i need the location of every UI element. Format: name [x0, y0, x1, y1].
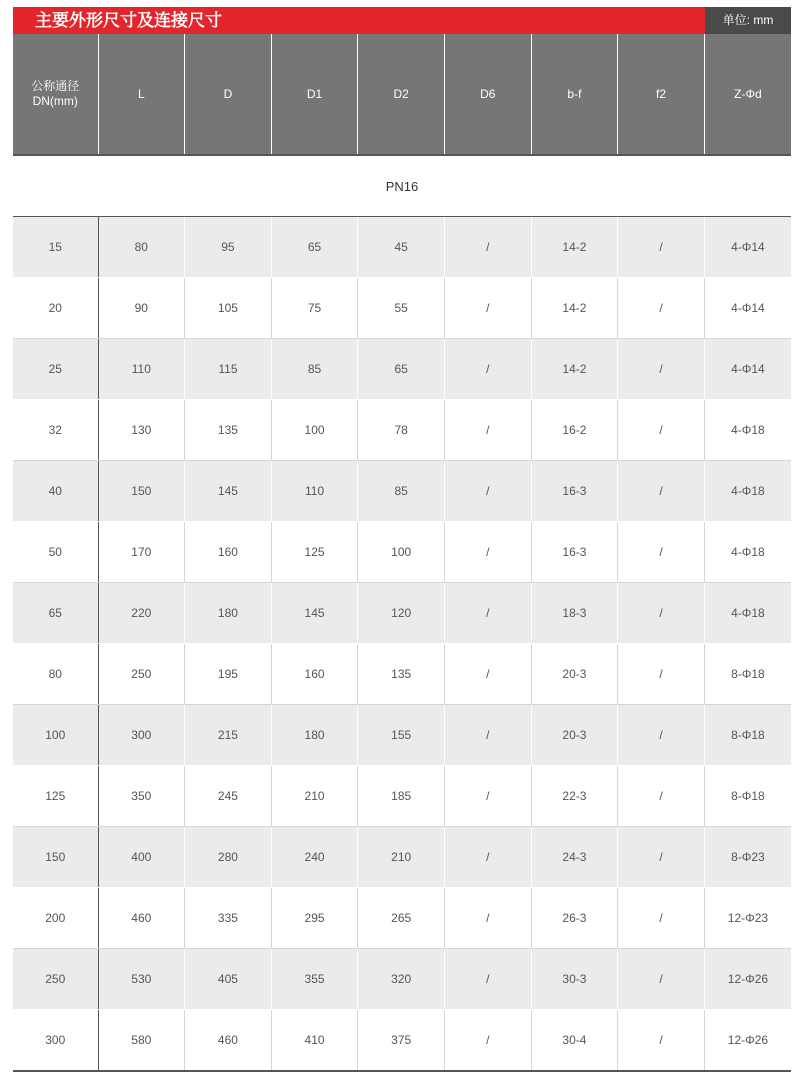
cell-f2: /: [618, 888, 705, 949]
cell-d1: 65: [271, 217, 358, 278]
section-label: PN16: [13, 155, 791, 217]
cell-bf: 14-2: [531, 217, 618, 278]
unit-label: 单位: mm: [705, 7, 791, 34]
cell-bf: 30-4: [531, 1010, 618, 1072]
cell-bf: 16-2: [531, 400, 618, 461]
table-row: [13, 217, 791, 278]
cell-l: 170: [98, 522, 185, 583]
cell-l: 460: [98, 888, 185, 949]
cell-dn: 300: [13, 1010, 98, 1072]
cell-d6: /: [445, 644, 532, 705]
cell-d1: 355: [271, 949, 358, 1010]
cell-f2: /: [618, 766, 705, 827]
cell-bf: 22-3: [531, 766, 618, 827]
table-row: [13, 339, 791, 400]
cell-bf: 16-3: [531, 522, 618, 583]
table-row: [13, 400, 791, 461]
cell-d: 335: [185, 888, 272, 949]
section-row: [13, 155, 791, 217]
cell-f2: /: [618, 1010, 705, 1072]
table-row: [13, 583, 791, 644]
cell-d6: /: [445, 278, 532, 339]
cell-z-phid: 8-Φ18: [704, 644, 791, 705]
cell-bf: 20-3: [531, 705, 618, 766]
header-dn-line1: 公称通径: [31, 79, 80, 93]
cell-dn: 65: [13, 583, 98, 644]
cell-d6: /: [445, 827, 532, 888]
cell-d2: 120: [358, 583, 445, 644]
cell-bf: 14-2: [531, 278, 618, 339]
cell-dn: 40: [13, 461, 98, 522]
cell-d1: 180: [271, 705, 358, 766]
cell-z-phid: 4-Φ18: [704, 400, 791, 461]
table-row: [13, 705, 791, 766]
table-row: [13, 522, 791, 583]
cell-d6: /: [445, 339, 532, 400]
cell-l: 300: [98, 705, 185, 766]
cell-d: 115: [185, 339, 272, 400]
cell-d1: 125: [271, 522, 358, 583]
cell-d: 195: [185, 644, 272, 705]
cell-d6: /: [445, 888, 532, 949]
cell-d: 215: [185, 705, 272, 766]
cell-d2: 65: [358, 339, 445, 400]
cell-d1: 210: [271, 766, 358, 827]
cell-d6: /: [445, 583, 532, 644]
cell-d: 405: [185, 949, 272, 1010]
cell-d6: /: [445, 949, 532, 1010]
cell-d1: 110: [271, 461, 358, 522]
table-row: [13, 1010, 791, 1072]
cell-d1: 75: [271, 278, 358, 339]
table-row: [13, 888, 791, 949]
cell-dn: 20: [13, 278, 98, 339]
cell-d1: 85: [271, 339, 358, 400]
header-d: D: [185, 34, 272, 155]
cell-l: 150: [98, 461, 185, 522]
cell-l: 220: [98, 583, 185, 644]
cell-d2: 100: [358, 522, 445, 583]
cell-d: 105: [185, 278, 272, 339]
cell-bf: 30-3: [531, 949, 618, 1010]
cell-l: 110: [98, 339, 185, 400]
cell-d6: /: [445, 461, 532, 522]
cell-bf: 14-2: [531, 339, 618, 400]
cell-d2: 135: [358, 644, 445, 705]
cell-f2: /: [618, 949, 705, 1010]
cell-d: 460: [185, 1010, 272, 1072]
cell-d2: 185: [358, 766, 445, 827]
cell-bf: 18-3: [531, 583, 618, 644]
table-body: [13, 217, 791, 1072]
cell-z-phid: 4-Φ14: [704, 339, 791, 400]
table-row: [13, 766, 791, 827]
cell-d6: /: [445, 1010, 532, 1072]
header-z-phid: Z-Φd: [704, 34, 791, 155]
cell-d2: 55: [358, 278, 445, 339]
dimension-table: [13, 34, 791, 1072]
cell-d: 280: [185, 827, 272, 888]
cell-z-phid: 4-Φ14: [704, 278, 791, 339]
cell-f2: /: [618, 705, 705, 766]
cell-d6: /: [445, 217, 532, 278]
cell-f2: /: [618, 339, 705, 400]
cell-d6: /: [445, 705, 532, 766]
table-row: [13, 644, 791, 705]
cell-z-phid: 12-Φ26: [704, 1010, 791, 1072]
header-d2: D2: [358, 34, 445, 155]
table-row: [13, 949, 791, 1010]
cell-dn: 80: [13, 644, 98, 705]
cell-bf: 16-3: [531, 461, 618, 522]
cell-dn: 25: [13, 339, 98, 400]
cell-d6: /: [445, 400, 532, 461]
cell-z-phid: 8-Φ23: [704, 827, 791, 888]
cell-z-phid: 8-Φ18: [704, 705, 791, 766]
cell-dn: 150: [13, 827, 98, 888]
cell-dn: 15: [13, 217, 98, 278]
cell-d2: 155: [358, 705, 445, 766]
header-row: [13, 34, 791, 155]
cell-dn: 125: [13, 766, 98, 827]
header-f2: f2: [618, 34, 705, 155]
cell-l: 350: [98, 766, 185, 827]
header-dn-line2: DN(mm): [32, 94, 78, 108]
cell-bf: 26-3: [531, 888, 618, 949]
cell-z-phid: 12-Φ26: [704, 949, 791, 1010]
header-dn: [13, 34, 98, 155]
cell-d: 145: [185, 461, 272, 522]
header-l: L: [98, 34, 185, 155]
cell-f2: /: [618, 461, 705, 522]
cell-bf: 20-3: [531, 644, 618, 705]
cell-dn: 250: [13, 949, 98, 1010]
cell-z-phid: 4-Φ18: [704, 522, 791, 583]
header-d1: D1: [271, 34, 358, 155]
cell-d: 135: [185, 400, 272, 461]
cell-d6: /: [445, 766, 532, 827]
cell-d: 245: [185, 766, 272, 827]
cell-d2: 375: [358, 1010, 445, 1072]
cell-f2: /: [618, 278, 705, 339]
cell-dn: 200: [13, 888, 98, 949]
cell-l: 80: [98, 217, 185, 278]
cell-l: 400: [98, 827, 185, 888]
cell-d: 95: [185, 217, 272, 278]
cell-f2: /: [618, 644, 705, 705]
header-d6: D6: [445, 34, 532, 155]
cell-d2: 210: [358, 827, 445, 888]
cell-d6: /: [445, 522, 532, 583]
header-bf: b-f: [531, 34, 618, 155]
cell-d1: 240: [271, 827, 358, 888]
cell-l: 250: [98, 644, 185, 705]
table-row: [13, 278, 791, 339]
cell-d2: 78: [358, 400, 445, 461]
table-row: [13, 461, 791, 522]
cell-bf: 24-3: [531, 827, 618, 888]
page-title: 主要外形尺寸及连接尺寸: [13, 7, 705, 34]
cell-d1: 100: [271, 400, 358, 461]
cell-z-phid: 12-Φ23: [704, 888, 791, 949]
cell-d: 160: [185, 522, 272, 583]
cell-l: 530: [98, 949, 185, 1010]
table-row: [13, 827, 791, 888]
cell-d1: 295: [271, 888, 358, 949]
title-bar: [13, 7, 791, 34]
cell-dn: 100: [13, 705, 98, 766]
cell-l: 130: [98, 400, 185, 461]
cell-dn: 50: [13, 522, 98, 583]
cell-f2: /: [618, 827, 705, 888]
cell-d1: 145: [271, 583, 358, 644]
cell-l: 90: [98, 278, 185, 339]
cell-d2: 265: [358, 888, 445, 949]
cell-f2: /: [618, 583, 705, 644]
cell-d2: 320: [358, 949, 445, 1010]
cell-d: 180: [185, 583, 272, 644]
cell-d1: 410: [271, 1010, 358, 1072]
cell-z-phid: 4-Φ18: [704, 583, 791, 644]
cell-d1: 160: [271, 644, 358, 705]
cell-f2: /: [618, 217, 705, 278]
cell-z-phid: 4-Φ14: [704, 217, 791, 278]
cell-f2: /: [618, 400, 705, 461]
cell-f2: /: [618, 522, 705, 583]
cell-d2: 85: [358, 461, 445, 522]
cell-dn: 32: [13, 400, 98, 461]
cell-z-phid: 4-Φ18: [704, 461, 791, 522]
cell-l: 580: [98, 1010, 185, 1072]
cell-z-phid: 8-Φ18: [704, 766, 791, 827]
cell-d2: 45: [358, 217, 445, 278]
